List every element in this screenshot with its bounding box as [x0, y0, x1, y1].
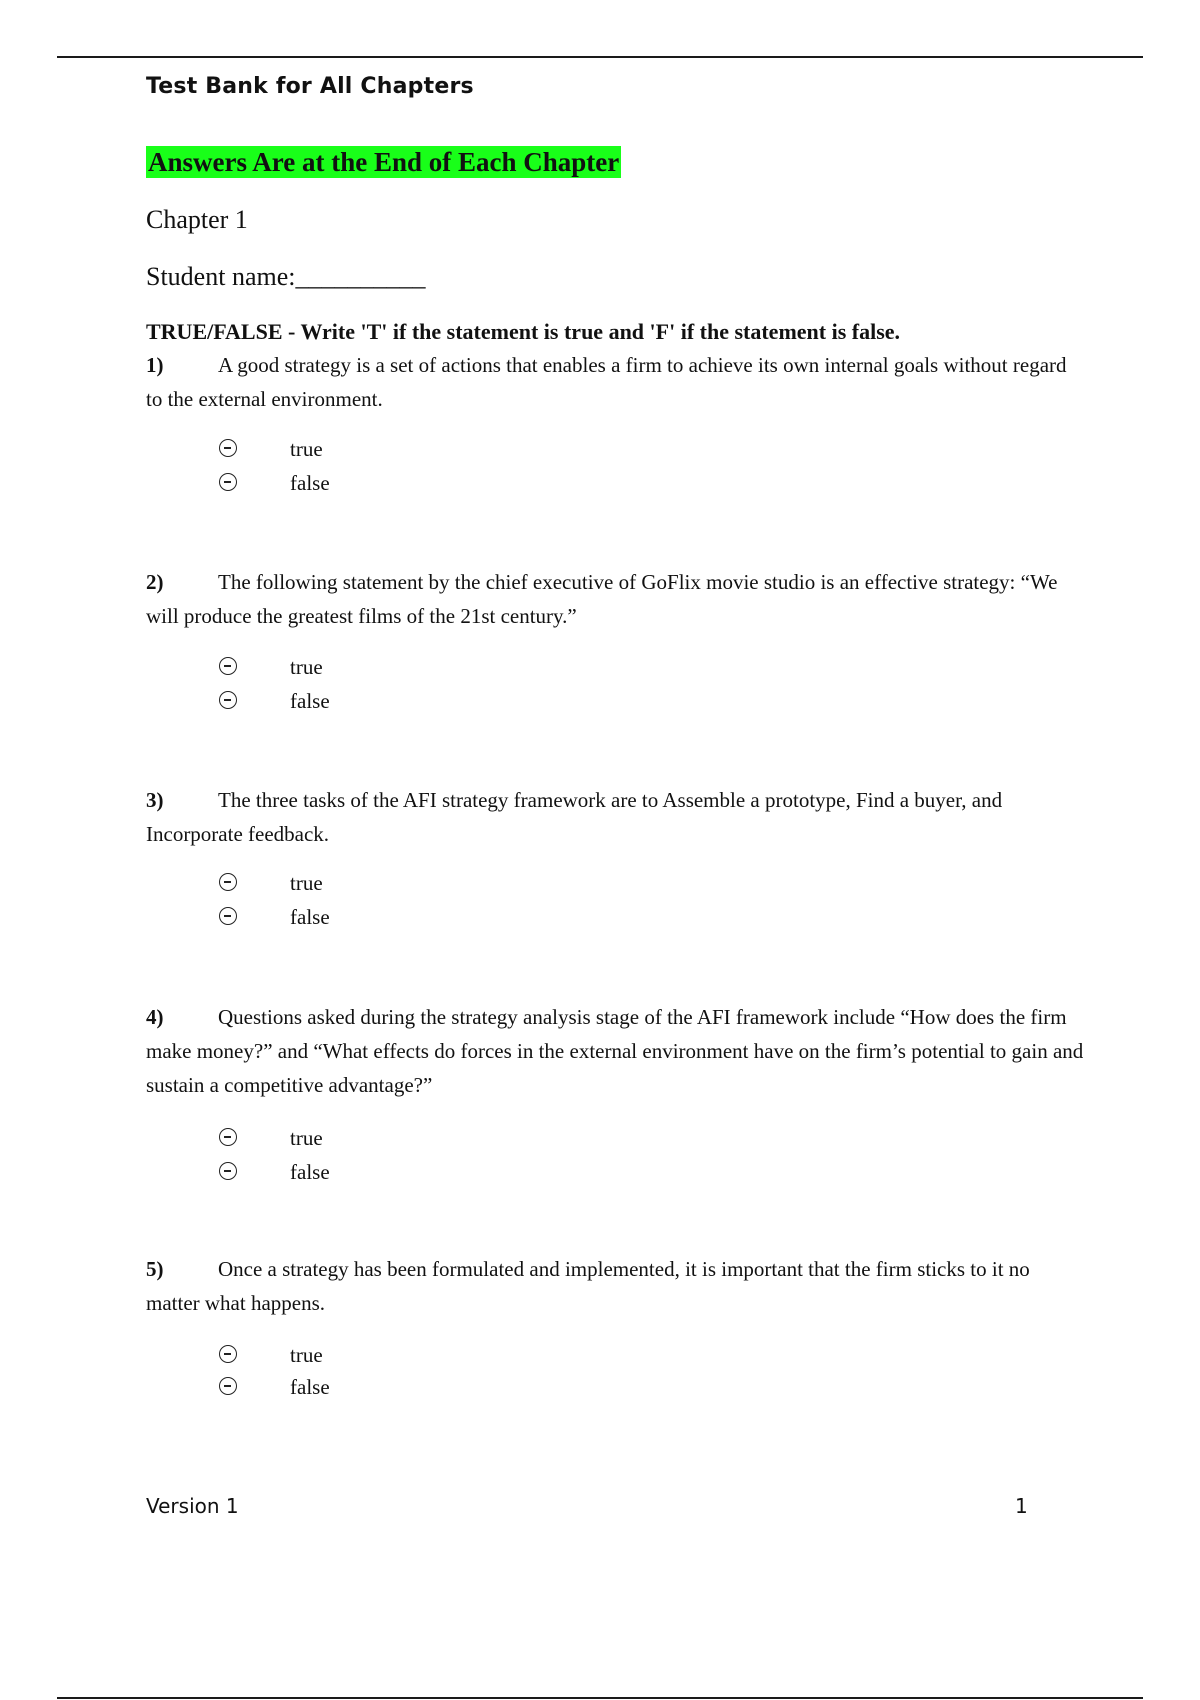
radio-button-icon[interactable] — [219, 657, 237, 675]
document-header-title: Test Bank for All Chapters — [146, 74, 474, 99]
question-number: 1) — [146, 353, 164, 377]
option-label: false — [290, 689, 330, 713]
option-label: false — [290, 905, 330, 929]
true-false-instructions: TRUE/FALSE - Write 'T' if the statement is true and 'F' if the statement is false. — [146, 319, 901, 344]
radio-button-icon[interactable] — [219, 1345, 237, 1363]
footer-page-number: 1 — [1015, 1494, 1028, 1518]
question-1 — [146, 348, 1086, 416]
question-number: 4) — [146, 1005, 164, 1029]
question-text: The three tasks of the AFI strategy framework are to Assemble a prototype, Find a buyer, and Incorporate feedback. — [146, 788, 1003, 846]
option-label: true — [290, 1343, 323, 1367]
radio-button-icon[interactable] — [219, 1162, 237, 1180]
top-rule — [57, 56, 1143, 58]
question-3 — [146, 783, 1086, 851]
question-number: 3) — [146, 788, 164, 812]
radio-button-icon[interactable] — [219, 907, 237, 925]
question-text: Questions asked during the strategy analysis stage of the AFI framework include “How does the firm make money?” and “What effects do forces in the external environment have on the firm’s potential to gain and sustain a competitive advantage?” — [146, 1005, 1084, 1097]
question-text: The following statement by the chief executive of GoFlix movie studio is an effective strategy: “We will produce the greatest films of the 21st century.” — [146, 570, 1058, 628]
question-text: A good strategy is a set of actions that enables a firm to achieve its own internal goals without regard to the external environment. — [146, 353, 1067, 411]
question-number: 5) — [146, 1257, 164, 1281]
footer-version: Version 1 — [146, 1494, 239, 1518]
question-text: Once a strategy has been formulated and implemented, it is important that the firm sticks to it no matter what happens. — [146, 1257, 1030, 1315]
option-label: true — [290, 437, 323, 461]
student-name-field-label: Student name:__________ — [146, 262, 426, 291]
option-label: true — [290, 871, 323, 895]
option-label: true — [290, 1126, 323, 1150]
option-label: false — [290, 471, 330, 495]
chapter-heading: Chapter 1 — [146, 205, 248, 234]
radio-button-icon[interactable] — [219, 1377, 237, 1395]
radio-button-icon[interactable] — [219, 691, 237, 709]
radio-button-icon[interactable] — [219, 473, 237, 491]
radio-button-icon[interactable] — [219, 1128, 237, 1146]
question-4 — [146, 1000, 1086, 1102]
radio-button-icon[interactable] — [219, 439, 237, 457]
option-label: false — [290, 1160, 330, 1184]
question-5 — [146, 1252, 1086, 1320]
answers-notice-highlight: Answers Are at the End of Each Chapter — [148, 147, 620, 177]
question-number: 2) — [146, 570, 164, 594]
option-label: true — [290, 655, 323, 679]
option-label: false — [290, 1375, 330, 1399]
question-2 — [146, 565, 1086, 633]
bottom-rule — [57, 1697, 1143, 1699]
radio-button-icon[interactable] — [219, 873, 237, 891]
